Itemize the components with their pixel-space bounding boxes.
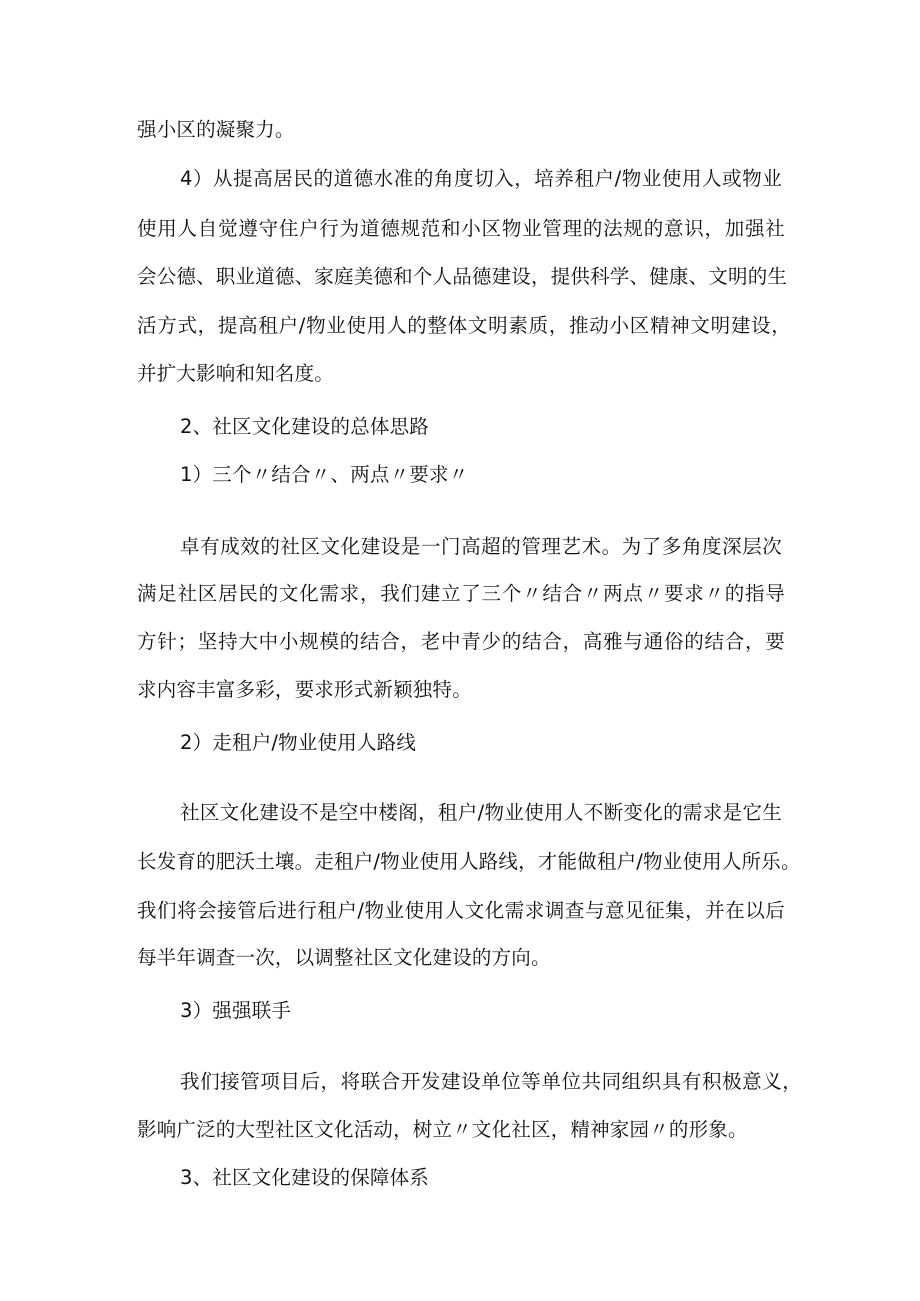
subsection-heading-text: 1）三个〃结合〃、两点〃要求〃 <box>180 463 469 486</box>
subsection-heading-text: 3）强强联手 <box>180 999 292 1022</box>
text-line: 每半年调查一次，以调整社区文化建设的方向。 <box>137 946 551 969</box>
paragraph-line <box>137 1116 920 1144</box>
paragraph-line <box>137 676 920 704</box>
text-line: 活方式，提高租户/物业使用人的整体文明素质，推动小区精神文明建设， <box>137 314 791 337</box>
text-line: 4）从提高居民的道德水准的角度切入，培养租户/物业使用人或物业 <box>180 167 782 190</box>
paragraph-line <box>137 215 920 243</box>
paragraph-line <box>137 360 920 388</box>
paragraph-line <box>137 580 920 608</box>
text-line: 求内容丰富多彩，要求形式新颖独特。 <box>137 678 472 701</box>
paragraph-line <box>137 848 920 876</box>
paragraph-line <box>180 799 920 827</box>
text-line: 卓有成效的社区文化建设是一门高超的管理艺术。为了多角度深层次 <box>180 535 782 558</box>
section-heading-text: 2、社区文化建设的总体思路 <box>180 415 430 438</box>
subsection-heading-text: 2）走租户/物业使用人路线 <box>180 731 417 754</box>
subsection-heading <box>180 461 920 489</box>
paragraph-line <box>137 944 920 972</box>
paragraph-line <box>137 263 920 291</box>
section-heading-text: 3、社区文化建设的保障体系 <box>180 1166 430 1189</box>
paragraph-line <box>180 1068 920 1096</box>
section-heading <box>180 1164 920 1192</box>
text-line: 社区文化建设不是空中楼阁，租户/物业使用人不断变化的需求是它生 <box>180 801 782 824</box>
paragraph-line <box>137 116 920 144</box>
text-line: 影响广泛的大型社区文化活动，树立〃文化社区，精神家园〃的形象。 <box>137 1118 748 1141</box>
subsection-heading <box>180 729 920 757</box>
section-heading <box>180 413 920 441</box>
paragraph-line <box>137 312 920 340</box>
text-line: 我们将会接管后进行租户/物业使用人文化需求调查与意见征集，并在以后 <box>137 899 785 922</box>
subsection-heading <box>180 997 920 1025</box>
text-line: 满足社区居民的文化需求，我们建立了三个〃结合〃两点〃要求〃的指导 <box>137 582 785 605</box>
paragraph-line <box>180 533 920 561</box>
paragraph-line <box>137 897 920 925</box>
text-line: 长发育的肥沃土壤。走租户/物业使用人路线，才能做租户/物业使用人所乐。 <box>137 850 801 873</box>
text-line: 并扩大影响和知名度。 <box>137 362 335 385</box>
text-line: 方针；坚持大中小规模的结合，老中青少的结合，高雅与通俗的结合，要 <box>137 630 785 653</box>
paragraph-line <box>180 165 920 193</box>
paragraph-line <box>137 628 920 656</box>
text-line: 会公德、职业道德、家庭美德和个人品德建设，提供科学、健康、文明的生 <box>137 265 788 288</box>
text-line: 我们接管项目后，将联合开发建设单位等单位共同组织具有积极意义， <box>180 1070 802 1093</box>
text-line: 使用人自觉遵守住户行为道德规范和小区物业管理的法规的意识，加强社 <box>137 217 785 240</box>
text-line: 强小区的凝聚力。 <box>137 118 295 141</box>
